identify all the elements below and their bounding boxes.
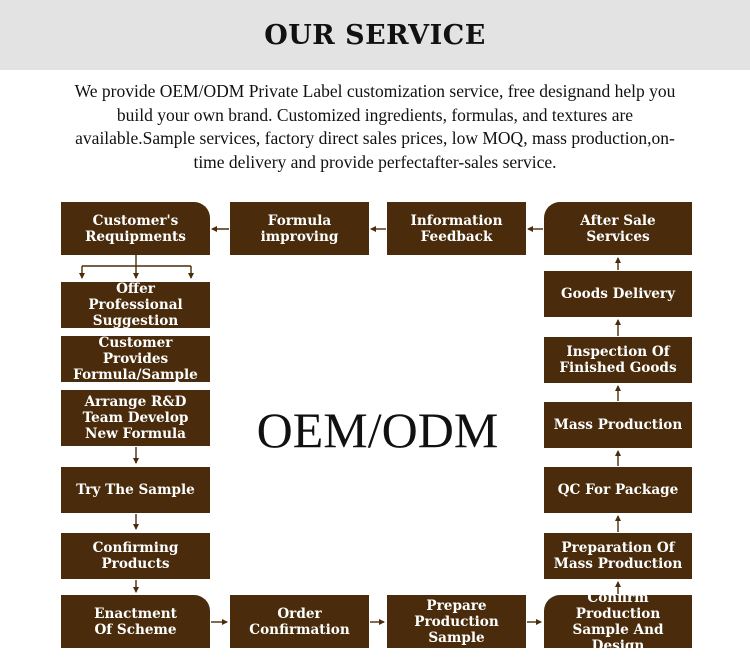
step-customers-requipments: Customer's Requipments [61, 202, 210, 255]
step-information-feedback: Information Feedback [387, 202, 526, 255]
step-mass-production: Mass Production [544, 402, 692, 448]
step-arrange-rd: Arrange R&D Team Develop New Formula [61, 390, 210, 446]
step-try-the-sample: Try The Sample [61, 467, 210, 513]
step-after-sale-services: After Sale Services [544, 202, 692, 255]
step-offer-professional-suggestion: Offer Professional Suggestion [61, 282, 210, 328]
step-inspection-finished-goods: Inspection Of Finished Goods [544, 337, 692, 383]
step-qc-for-package: QC For Package [544, 467, 692, 513]
page-title: OUR SERVICE [264, 19, 486, 51]
step-confirm-production-sample: Confirm Production Sample And Design [544, 595, 692, 648]
center-label: OEM/ODM [256, 402, 499, 458]
step-formula-improving: Formula improving [230, 202, 369, 255]
step-prepare-production-sample: Prepare Production Sample [387, 595, 526, 648]
intro-paragraph: We provide OEM/ODM Private Label customization service, free designand help you build your own brand. Customized ingredients, formulas, and textures are available.Sample services, factory direct sales prices, low MOQ, mass production,on-time delivery and provide perfectafter-sales service. [74, 81, 676, 172]
step-enactment-of-scheme: Enactment Of Scheme [61, 595, 210, 648]
step-order-confirmation: Order Confirmation [230, 595, 369, 648]
step-confirming-products: Confirming Products [61, 533, 210, 579]
step-customer-provides-formula: Customer Provides Formula/Sample [61, 336, 210, 382]
step-goods-delivery: Goods Delivery [544, 271, 692, 317]
step-preparation-mass-production: Preparation Of Mass Production [544, 533, 692, 579]
